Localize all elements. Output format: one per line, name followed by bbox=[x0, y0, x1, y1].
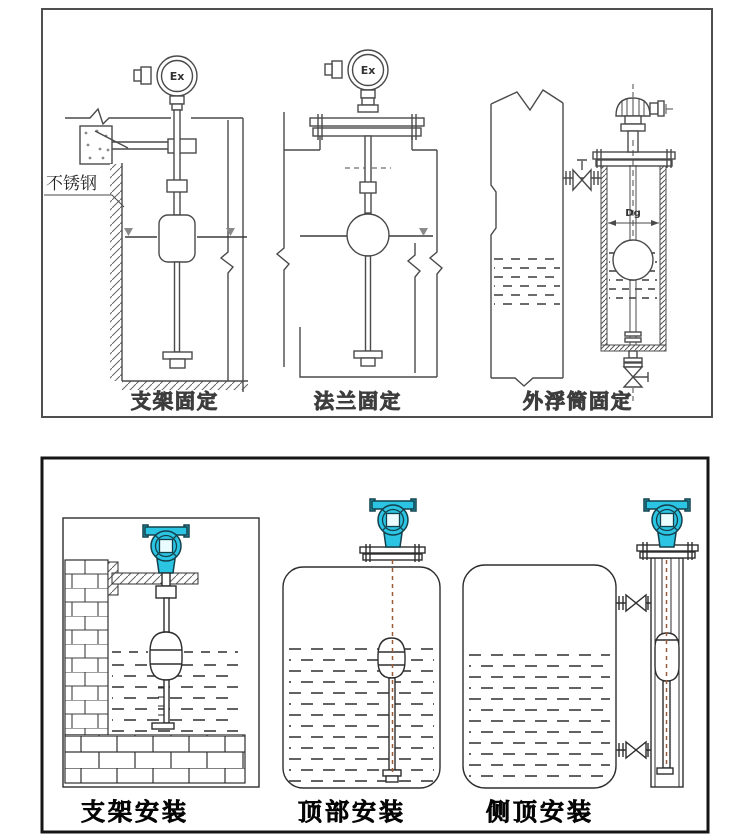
diagram-caption: 法兰固定 bbox=[314, 389, 402, 413]
chamber-flange bbox=[593, 152, 675, 159]
support-shelf bbox=[112, 573, 198, 584]
installation-methods-panel bbox=[42, 458, 708, 832]
stalk-clamp bbox=[168, 139, 196, 153]
stop-plate bbox=[152, 723, 174, 729]
brick-floor bbox=[65, 735, 245, 783]
diagram-caption: 顶部安装 bbox=[298, 798, 406, 826]
diameter-annotation: Dg bbox=[625, 208, 641, 219]
material-annotation: 不锈钢 bbox=[46, 174, 97, 194]
chamber-right-wall bbox=[660, 165, 666, 345]
fixing-methods-panel bbox=[42, 9, 712, 417]
float bbox=[378, 638, 405, 678]
ex-marking: Ex bbox=[169, 70, 185, 83]
flange-plate bbox=[310, 118, 424, 126]
diagram-caption: 支架固定 bbox=[131, 389, 219, 413]
diagram-caption: 侧顶安装 bbox=[486, 798, 594, 826]
diagram-caption: 外浮筒固定 bbox=[523, 389, 633, 413]
diagram-caption: 支架安装 bbox=[81, 798, 189, 826]
chamber-bottom bbox=[601, 345, 666, 351]
stop-plate bbox=[657, 768, 673, 774]
ball-float bbox=[347, 214, 389, 256]
brick-wall bbox=[65, 560, 108, 735]
float bbox=[159, 215, 195, 262]
float bbox=[150, 632, 182, 680]
ex-marking: Ex bbox=[360, 64, 376, 77]
ball-float bbox=[613, 240, 653, 280]
stem-coupling bbox=[156, 586, 176, 598]
wall-hatch bbox=[110, 164, 122, 381]
chamber-left-wall bbox=[601, 165, 607, 345]
